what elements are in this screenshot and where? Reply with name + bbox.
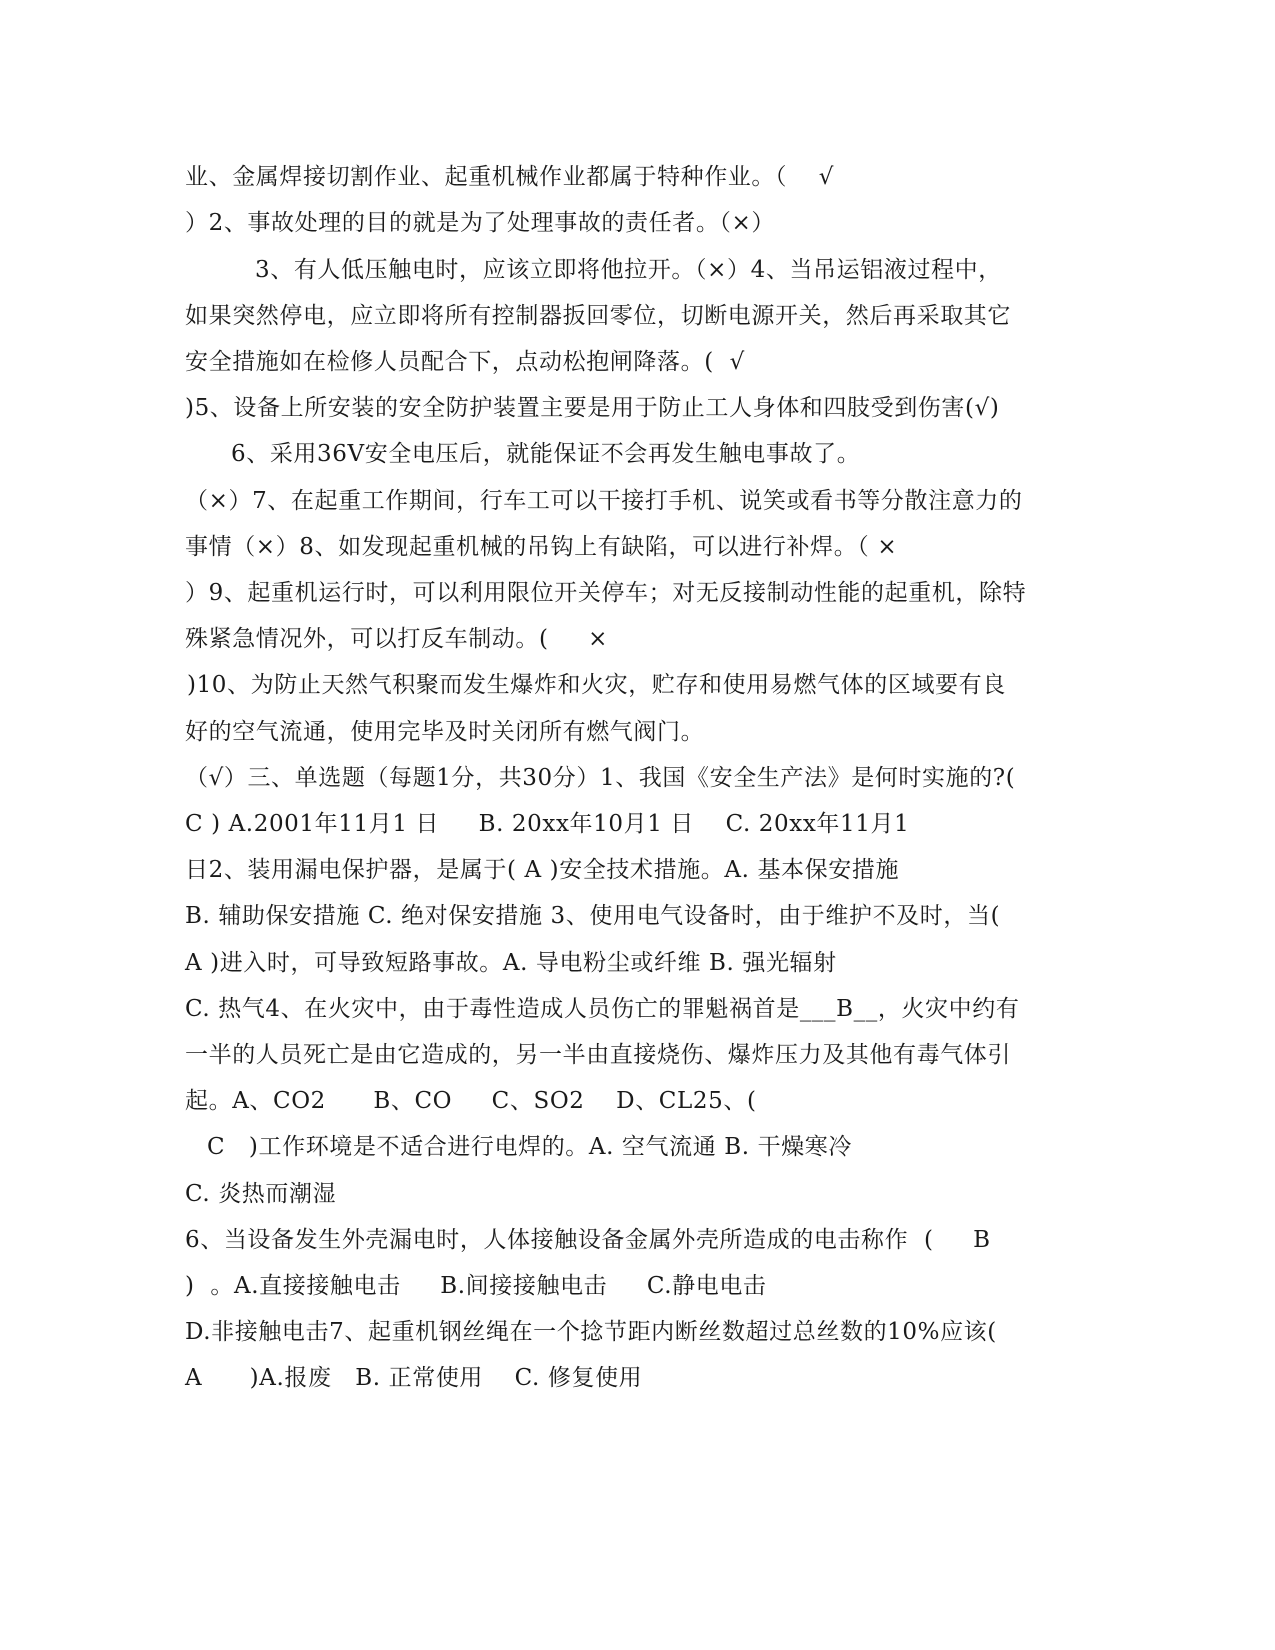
text-line: 一半的人员死亡是由它造成的，另一半由直接烧伤、爆炸压力及其他有毒气体引 (185, 1042, 1011, 1068)
text-line: D.非接触电击7、起重机钢丝绳在一个捻节距内断丝数超过总丝数的10%应该( (185, 1319, 997, 1345)
text-line: )10、为防止天然气积聚而发生爆炸和火灾，贮存和使用易燃气体的区域要有良 (187, 672, 1006, 698)
text-line: 事情（×）8、如发现起重机械的吊钩上有缺陷，可以进行补焊。（ × (185, 534, 898, 560)
text-line: ) 。A.直接接触电击 B.间接接触电击 C.静电电击 (185, 1273, 767, 1299)
text-line: C ) A.2001年11月1 日 B. 20xx年10月1 日 C. 20xx年11月1 (185, 811, 910, 837)
text-line: （×）7、在起重工作期间，行车工可以干接打手机、说笑或看书等分散注意力的 (185, 488, 1023, 514)
text-line: B. 辅助保安措施 C. 绝对保安措施 3、使用电气设备时，由于维护不及时，当( (185, 903, 1001, 929)
text-line: 6、当设备发生外壳漏电时，人体接触设备金属外壳所造成的电击称作 ( B (185, 1227, 991, 1253)
text-line: 3、有人低压触电时，应该立即将他拉开。（×）4、当吊运铝液过程中， (255, 257, 1002, 283)
text-line: C. 热气4、在火灾中，由于毒性造成人员伤亡的罪魁祸首是___B__，火灾中约有 (185, 996, 1020, 1022)
text-line: C. 炎热而潮湿 (185, 1181, 337, 1207)
text-line: A )进入时，可导致短路事故。A. 导电粉尘或纤维 B. 强光辐射 (185, 950, 837, 976)
text-line: 安全措施如在检修人员配合下，点动松抱闸降落。( √ (185, 349, 745, 375)
text-line: 日2、装用漏电保护器，是属于( A )安全技术措施。A. 基本保安措施 (185, 857, 900, 883)
text-line: )5、设备上所安装的安全防护装置主要是用于防止工人身体和四肢受到伤害(√) (185, 395, 1000, 421)
text-line: ）2、事故处理的目的就是为了处理事故的责任者。（×） (185, 210, 776, 236)
text-line: 好的空气流通，使用完毕及时关闭所有燃气阀门。 (185, 719, 705, 745)
text-line: （√）三、单选题（每题1分，共30分）1、我国《安全生产法》是何时实施的?( (185, 765, 1016, 791)
text-line: 殊紧急情况外，可以打反车制动。( × (185, 626, 608, 652)
text-line: A )A.报废 B. 正常使用 C. 修复使用 (185, 1365, 643, 1391)
text-line: 如果突然停电，应立即将所有控制器扳回零位，切断电源开关，然后再采取其它 (185, 303, 1011, 329)
text-line: 起。A、CO2 B、CO C、SO2 D、CL25、( (185, 1088, 757, 1114)
text-line: 业、金属焊接切割作业、起重机械作业都属于特种作业。（ √ (185, 164, 834, 190)
text-line: 6、采用36V安全电压后，就能保证不会再发生触电事故了。 (231, 441, 861, 467)
text-line: C )工作环境是不适合进行电焊的。A. 空气流通 B. 干燥寒冷 (207, 1134, 852, 1160)
text-line: ）9、起重机运行时，可以利用限位开关停车；对无反接制动性能的起重机，除特 (185, 580, 1027, 606)
